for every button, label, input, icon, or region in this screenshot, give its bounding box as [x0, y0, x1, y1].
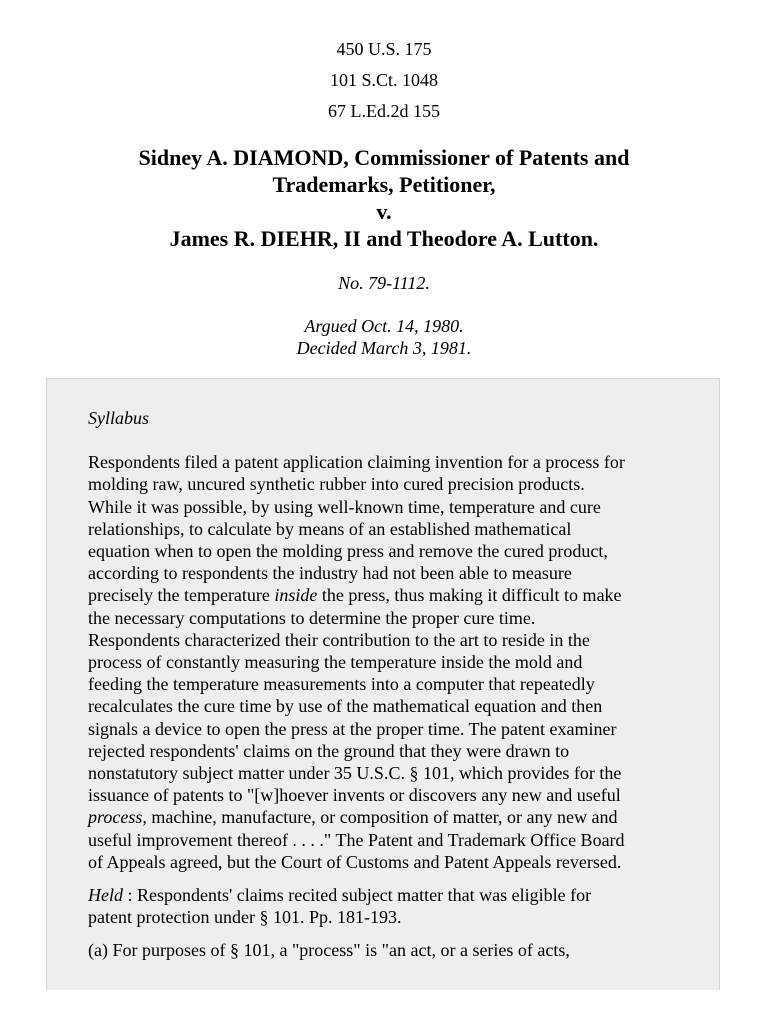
- case-dates: [0, 315, 768, 359]
- text-line: signals a device to open the press at the proper time. The patent examiner: [88, 718, 617, 739]
- text-line: issuance of patents to "[w]hoever invents or discovers any new and useful: [88, 785, 621, 806]
- case-title-line: v.: [376, 199, 392, 224]
- us-reports-citation: 450 U.S. 175: [336, 39, 432, 59]
- text-line: according to respondents the industry had not been able to measure: [88, 563, 572, 584]
- text-line: nonstatutory subject matter under 35 U.S.C. § 101, which provides for the: [88, 763, 622, 784]
- text-line: patent protection under § 101. Pp. 181-193.: [88, 907, 402, 928]
- text-span: the press, thus making it difficult to make: [317, 585, 622, 606]
- text-line: While it was possible, by using well-known time, temperature and cure: [88, 496, 601, 517]
- case-title-line: Trademarks, Petitioner,: [272, 172, 496, 197]
- supreme-court-reporter-citation: 101 S.Ct. 1048: [329, 70, 439, 90]
- text-line: molding raw, uncured synthetic rubber into cured precision products.: [88, 474, 585, 495]
- text-line: relationships, to calculate by means of an established mathematical: [88, 518, 572, 539]
- syllabus-point-a-paragraph: [88, 939, 688, 961]
- case-title: [60, 144, 708, 252]
- syllabus-panel: [46, 378, 720, 990]
- text-line: [88, 806, 688, 828]
- text-line: equation when to open the molding press and remove the cured product,: [88, 541, 608, 562]
- lawyers-edition-citation: 67 L.Ed.2d 155: [328, 101, 440, 121]
- decided-date: Decided March 3, 1981.: [296, 338, 472, 358]
- emphasis-process: process: [88, 807, 143, 828]
- syllabus-held-paragraph: [88, 884, 688, 928]
- citation-block: [0, 34, 768, 127]
- text-line: feeding the temperature measurements into a computer that repeatedly: [88, 674, 595, 695]
- text-line: recalculates the cure time by use of the mathematical equation and then: [88, 696, 603, 717]
- text-line: Respondents filed a patent application claiming invention for a process for: [88, 452, 625, 473]
- text-span: : Respondents' claims recited subject matter that was eligible for: [123, 885, 592, 906]
- syllabus-content: [88, 407, 688, 973]
- text-line: of Appeals agreed, but the Court of Customs and Patent Appeals reversed.: [88, 851, 622, 872]
- syllabus-facts-paragraph: [88, 451, 688, 873]
- text-line: the necessary computations to determine the proper cure time.: [88, 607, 536, 628]
- held-label: Held: [88, 885, 123, 906]
- argued-date: Argued Oct. 14, 1980.: [304, 316, 464, 336]
- text-line: process of constantly measuring the temperature inside the mold and: [88, 652, 583, 673]
- text-line: Respondents characterized their contribution to the art to reside in the: [88, 629, 590, 650]
- case-title-line: James R. DIEHR, II and Theodore A. Lutton.: [169, 226, 599, 251]
- text-span: precisely the temperature: [88, 585, 275, 606]
- syllabus-heading: Syllabus: [88, 408, 149, 428]
- case-title-line: Sidney A. DIAMOND, Commissioner of Patents and: [138, 145, 630, 170]
- text-line: [88, 584, 688, 606]
- text-line: [88, 884, 688, 906]
- emphasis-inside: inside: [274, 585, 318, 606]
- text-span: , machine, manufacture, or composition of matter, or any new and: [142, 807, 618, 828]
- docket-number: No. 79-1112.: [338, 273, 430, 293]
- text-line: useful improvement thereof . . . ." The Patent and Trademark Office Board: [88, 829, 625, 850]
- text-line: (a) For purposes of § 101, a "process" is "an act, or a series of acts,: [88, 940, 570, 961]
- text-line: rejected respondents' claims on the ground that they were drawn to: [88, 740, 570, 761]
